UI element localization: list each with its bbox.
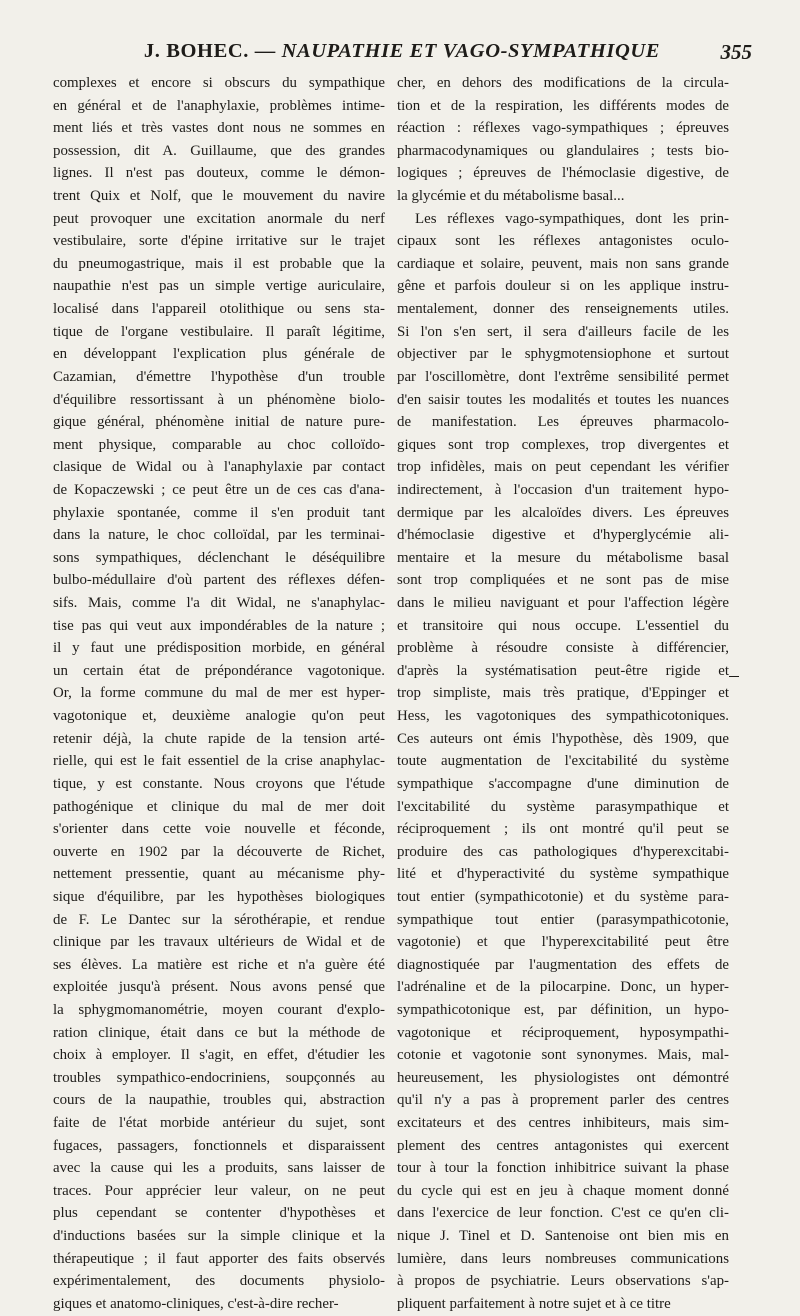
text-line: Or, la forme commune du mal de mer est hyper-: [53, 685, 385, 702]
text-line: tour à tour la fonction inhibitrice suivant la phase: [397, 1160, 729, 1177]
text-line: logiques ; épreuves de l'hémoclasie digestive, de: [397, 165, 729, 182]
text-line: problème à résoudre consiste à différencier,: [397, 640, 729, 657]
text-line: sympathique tout entier (parasympathicotonie,: [397, 911, 729, 928]
text-line: exploitée jusqu'à présent. Nous avons pensé que: [53, 979, 385, 996]
text-line: ment liés et très vastes dont nous ne sommes en: [53, 120, 385, 137]
text-line: complexes et encore si obscurs du sympathique: [53, 75, 385, 91]
text-line: dans la nature, le choc colloïdal, par les terminai-: [53, 527, 385, 544]
text-line: expérimentalement, des documents physiolo-: [53, 1273, 385, 1290]
text-line: ouverte en 1902 par la découverte de Richet,: [53, 843, 385, 860]
text-line: dermique par les alcaloïdes divers. Les épreuves: [397, 504, 729, 521]
text-line: naupathie n'est pas un simple vertige auriculaire,: [53, 278, 385, 295]
text-line: l'adrénaline et de la pilocarpine. Donc, un hyper-: [397, 979, 729, 996]
text-line: ses élèves. La matière est riche et n'a guère été: [53, 956, 385, 973]
text-line: trop simpliste, mais très pratique, d'Eppinger et: [397, 685, 729, 702]
text-line: d'après la systématisation peut-être rigide et: [397, 662, 729, 679]
text-line: traces. Pour apprécier leur valeur, on ne peut: [53, 1182, 385, 1199]
text-line: objectiver par le sphygmotensiophone et surtout: [397, 346, 729, 363]
text-line: ration clinique, était dans ce but la méthode de: [53, 1024, 385, 1041]
text-line: peut provoquer une excitation anormale du nerf: [53, 210, 385, 227]
text-line: un certain état de prépondérance vagotonique.: [53, 662, 385, 679]
text-line: phylaxie spontanée, comme il s'en produit tant: [53, 504, 385, 521]
text-line: d'équilibre ressortissant à un phénomène biolo-: [53, 391, 385, 408]
text-line: cours de la naupathie, troubles qui, abstraction: [53, 1092, 385, 1109]
text-line: d'en saisir toutes les modalités et toutes les nuances: [397, 391, 729, 408]
text-line: dans le milieu naviguant et pour l'affection légère: [397, 595, 729, 612]
text-line: d'inductions basées sur la simple clinique et la: [53, 1228, 385, 1245]
text-line: localisé dans l'appareil otolithique ou sens sta-: [53, 301, 385, 318]
text-line: tise pas qui veut aux impondérables de la nature ;: [53, 617, 385, 634]
text-line: toute augmentation de l'excitabilité du système: [397, 753, 729, 770]
running-header: [52, 40, 752, 70]
text-line: trop infidèles, mais on peut cependant les vérifier: [397, 459, 729, 476]
right-text-column: [397, 72, 729, 1316]
text-line: Si l'on s'en sert, il sera d'ailleurs facile de les: [397, 323, 729, 340]
text-line: thérapeutique ; il faut apporter des faits observés: [53, 1250, 385, 1267]
text-line: de Kopaczewski ; ce peut être un de ces cas d'ana-: [53, 481, 385, 498]
text-line: qu'il n'y a pas à proprement parler des centres: [397, 1092, 729, 1109]
text-line: lumière, dans leurs nombreuses communications: [397, 1250, 729, 1267]
text-line: pharmacodynamiques ou glandulaires ; tests bio-: [397, 142, 729, 159]
text-line: réciproquement ; ils ont montré qu'il peut se: [397, 821, 729, 838]
text-line: en développant l'explication plus générale de: [53, 346, 385, 363]
text-line: vagotonie) et que l'hyperexcitabilité peut être: [397, 934, 729, 951]
text-line: tout entier (sympathicotonie) et du système para-: [397, 888, 729, 905]
header-dash: —: [254, 40, 276, 62]
text-line: Ces auteurs ont émis l'hypothèse, dès 1909, que: [397, 730, 729, 747]
text-line: excitateurs et des centres inhibiteurs, mais sim-: [397, 1115, 729, 1132]
text-line: du pneumogastrique, mais il est probable que la: [53, 255, 385, 272]
text-line: à propos de psychiatrie. Leurs observations s'ap-: [397, 1273, 729, 1290]
text-line: clinique par les travaux ultérieurs de Widal et de: [53, 934, 385, 951]
text-line: par l'oscillomètre, dont l'extrême sensibilité permet: [397, 368, 729, 385]
text-line: sique d'équilibre, par les hypothèses biologiques: [53, 888, 385, 905]
margin-mark: [729, 676, 739, 677]
text-line: sont trop compliquées et ne sont pas de mise: [397, 572, 729, 589]
text-line: en général et de l'anaphylaxie, problèmes intime-: [53, 97, 385, 114]
text-line: s'orienter dans cette voie nouvelle et féconde,: [53, 821, 385, 838]
text-line: fugaces, passagers, fonctionnels et disparaissent: [53, 1137, 385, 1154]
text-line: possession, dit A. Guillaume, que des grandes: [53, 142, 385, 159]
text-line: il y faut une prédisposition morbide, en général: [53, 640, 385, 657]
text-line: vagotonique et réciproquement, hyposympathi-: [397, 1024, 729, 1041]
text-line: dans l'exercice de leur fonction. C'est ce qu'en cli-: [397, 1205, 729, 1222]
text-line: réaction : réflexes vago-sympathiques ; épreuves: [397, 120, 729, 137]
text-line: ment physique, comparable au choc colloïdo-: [53, 436, 385, 453]
text-line: cher, en dehors des modifications de la circula-: [397, 75, 729, 91]
text-line: tion et de la respiration, les différents modes de: [397, 97, 729, 114]
text-line: faite de l'état morbide antérieur du sujet, sont: [53, 1115, 385, 1132]
text-line: vagotonique et, deuxième analogie qu'on peut: [53, 708, 385, 725]
text-line: et transitoire qui nous occupe. L'essentiel du: [397, 617, 729, 634]
text-line: sifs. Mais, comme l'a dit Widal, ne s'anaphylac-: [53, 595, 385, 612]
text-line: lité et d'hyperactivité du système sympathique: [397, 866, 729, 883]
text-line: de F. Le Dantec sur la sérothérapie, et rendue: [53, 911, 385, 928]
text-line: pathogénique et clinique du mal de mer doit: [53, 798, 385, 815]
text-line: cardiaque et solaire, peuvent, mais non sans grande: [397, 255, 729, 272]
text-line: pliquent parfaitement à notre sujet et à ce titre: [397, 1295, 671, 1312]
text-line: gique général, phénomène initial de nature pure-: [53, 414, 385, 431]
text-line: sympathicotonique est, par définition, un hypo-: [397, 1001, 729, 1018]
running-title: [52, 40, 752, 63]
text-line: rielle, qui est le fait essentiel de la crise anaphylac-: [53, 753, 385, 770]
text-line: la glycémie et du métabolisme basal...: [397, 188, 625, 205]
text-line: choix à employer. Il s'agit, en effet, d'étudier les: [53, 1047, 385, 1064]
text-line: tique, y est constante. Nous croyons que l'étude: [53, 775, 385, 792]
text-line: d'hémoclasie digestive et d'hyperglycémie ali-: [397, 527, 729, 544]
text-line: bulbo-médullaire d'où partent des réflexes défen-: [53, 572, 385, 589]
text-line: du cycle qui est en jeu à chaque moment donné: [397, 1182, 729, 1199]
text-line: cotonie et vagotonie sont synonymes. Mais, mal-: [397, 1047, 729, 1064]
text-line: nique J. Tinel et D. Santenoise ont bien mis en: [397, 1228, 729, 1245]
header-title: NAUPATHIE ET VAGO-SYMPATHIQUE: [281, 40, 661, 62]
text-line: sympathique s'accompagne d'une diminution de: [397, 775, 729, 792]
text-line: plus cependant se contenter d'hypothèses et: [53, 1205, 385, 1222]
text-line: produire des cas pathologiques d'hyperexcitabi-: [397, 843, 729, 860]
text-line: giques sont trop complexes, trop divergentes et: [397, 436, 729, 453]
text-line: Les réflexes vago-sympathiques, dont les prin-: [415, 210, 729, 227]
text-line: retenir déjà, la chute rapide de la tension arté-: [53, 730, 385, 747]
text-line: sons sympathiques, déclenchant le déséquilibre: [53, 549, 385, 566]
text-line: lignes. Il n'est pas douteux, comme le démon-: [53, 165, 385, 182]
text-line: mentaire et la mesure du métabolisme basal: [397, 549, 729, 566]
text-line: plement des centres antagonistes qui exercent: [397, 1137, 729, 1154]
text-line: tique de l'organe vestibulaire. Il paraît légitime,: [53, 323, 385, 340]
text-line: avec la cause qui les a produits, sans laisser de: [53, 1160, 385, 1177]
text-line: cipaux sont les réflexes antagonistes oculo-: [397, 233, 729, 250]
text-line: trent Quix et Nolf, que le mouvement du navire: [53, 188, 385, 205]
text-line: vestibulaire, sorte d'épine irritative sur le trajet: [53, 233, 385, 250]
text-line: gêne et parfois douleur si on les applique instru-: [397, 278, 729, 295]
text-line: troubles sympathico-endocriniens, soupçonnés au: [53, 1069, 385, 1086]
text-line: giques et anatomo-cliniques, c'est-à-dire recher-: [53, 1295, 339, 1312]
text-line: Cazamian, d'émettre l'hypothèse d'un trouble: [53, 368, 385, 385]
page-number: 355: [720, 40, 752, 64]
text-line: nettement pressentie, quant au mécanisme phy-: [53, 866, 385, 883]
text-line: mentalement, donner des renseignements utiles.: [397, 301, 729, 318]
text-line: l'excitabilité du système parasympathique et: [397, 798, 729, 815]
text-line: la sphygmomanométrie, moyen courant d'explo-: [53, 1001, 385, 1018]
left-text-column: [53, 72, 385, 1316]
header-author: J. BOHEC.: [143, 40, 249, 62]
text-line: indirectement, à l'occasion d'un traitement hypo-: [397, 481, 729, 498]
text-line: Hess, les vagotoniques des sympathicotoniques.: [397, 708, 729, 725]
text-line: de manifestation. Les épreuves pharmacolo-: [397, 414, 729, 431]
text-line: clasique de Widal ou à l'anaphylaxie par contact: [53, 459, 385, 476]
text-line: heureusement, les physiologistes ont démontré: [397, 1069, 729, 1086]
text-line: diagnostiquée par l'augmentation des effets de: [397, 956, 729, 973]
